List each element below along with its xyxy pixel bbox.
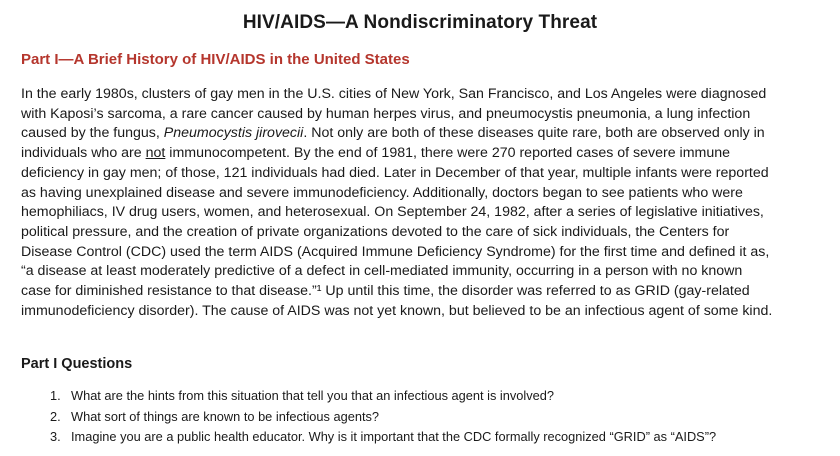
line-text: as having unexplained disease and severe immunodeficiency. Additionally, doctors began to see patients who were [21, 184, 743, 201]
line-text: In the early 1980s, clusters of gay men in the U.S. cities of New York, San Francisco, and Los Angeles were diagnosed [21, 86, 767, 102]
paragraph-line [21, 144, 833, 164]
paragraph-line [21, 85, 833, 105]
line-text: hemophiliacs, IV drug users, women, and heterosexual. On September 24, 1982, after a series of legislative initiatives, [21, 204, 764, 221]
paragraph-line [21, 302, 833, 322]
paragraph-line [21, 262, 833, 282]
line-text: Disease Control (CDC) used the term AIDS (Acquired Immune Deficiency Syndrome) for the first time and defined it as, [21, 243, 770, 260]
question-item [21, 407, 716, 428]
line-text: case for diminished resistance to that disease.”¹ Up until this time, the disorder was referred to as GRID (gay-related [21, 283, 750, 300]
line-text: . Not only are both of these diseases quite rare, both are observed only in [303, 125, 765, 142]
paragraph-line [21, 124, 833, 144]
line-text: “a disease at least moderately predictive of a defect in cell-mediated immunity, occurring in a person with no known [21, 263, 743, 280]
question-item [21, 427, 716, 448]
paragraph-line [21, 105, 833, 125]
paragraph-line [21, 203, 833, 223]
question-text: What are the hints from this situation that tell you that an infectious agent is involved? [71, 388, 554, 403]
question-number: 3. [50, 429, 61, 444]
paragraph-line [21, 164, 833, 184]
question-item [21, 386, 716, 407]
underlined-word: not [145, 145, 166, 162]
line-text: with Kaposi’s sarcoma, a rare cancer caused by human herpes virus, and pneumocystis pneumonia, a lung infection [21, 105, 751, 122]
question-number: 1. [50, 388, 61, 403]
question-number: 2. [50, 408, 61, 424]
questions-heading: Part I Questions [21, 356, 133, 372]
paragraph-line [21, 184, 833, 204]
line-text: deficiency in gay men; of those, 121 individuals had died. Later in December of that year, multiple infants were reported [21, 164, 769, 181]
paragraph-line [21, 223, 833, 243]
question-text: Imagine you are a public health educator. Why is it important that the CDC formally recognized “GRID” as “AIDS”? [71, 429, 717, 444]
question-text: What sort of things are known to be infectious agents? [71, 408, 380, 424]
part-1-heading: Part I—A Brief History of HIV/AIDS in the United States [21, 51, 410, 68]
part-1-paragraph [21, 85, 833, 321]
paragraph-line [21, 243, 833, 263]
line-text: political pressure, and the creation of private organizations devoted to the care of sick individuals, the Centers for [21, 223, 730, 240]
document-title: HIV/AIDS—A Nondiscriminatory Threat [242, 12, 598, 33]
line-text: individuals who are [21, 145, 146, 162]
line-text: caused by the fungus, [21, 125, 164, 142]
line-text: immunodeficiency disorder). The cause of AIDS was not yet known, but believed to be an infectious agent of some kind. [21, 302, 773, 319]
questions-list [21, 386, 716, 448]
species-name-italic: Pneumocystis jirovecii [163, 125, 304, 142]
line-text: immunocompetent. By the end of 1981, there were 270 reported cases of severe immune [165, 145, 731, 162]
paragraph-line [21, 282, 833, 302]
